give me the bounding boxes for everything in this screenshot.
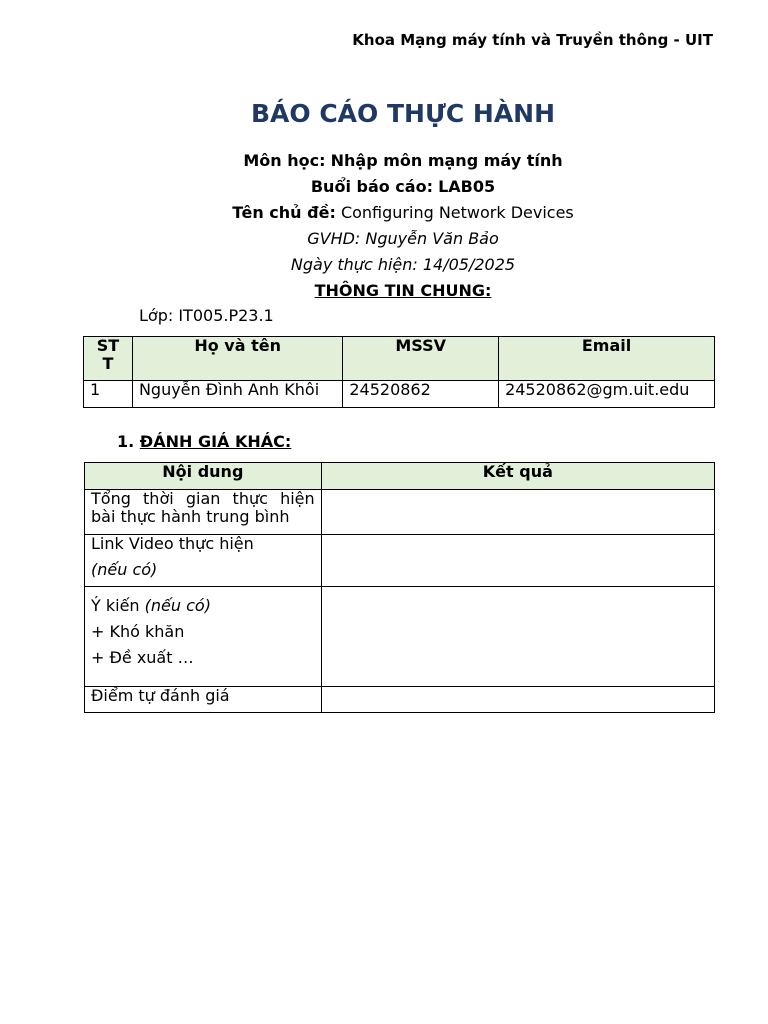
evaluation-title: ĐÁNH GIÁ KHÁC: [139, 432, 292, 451]
report-title: BÁO CÁO THỰC HÀNH [250, 99, 556, 128]
header-stt: ST T [84, 337, 133, 381]
header-content: Nội dung [85, 463, 322, 490]
date: Ngày thực hiện: 14/05/2025 [290, 255, 516, 274]
row-video-label [85, 535, 322, 587]
table-row [85, 587, 715, 687]
topic-label: Tên chủ đề: [232, 203, 336, 222]
class-line: Lớp: IT005.P23.1 [139, 306, 274, 325]
row-score-value[interactable] [321, 687, 714, 713]
row-video-value[interactable] [321, 535, 714, 587]
header-result: Kết quả [321, 463, 714, 490]
header-mssv: MSSV [343, 337, 499, 381]
evaluation-heading [117, 432, 291, 451]
row-score-label: Điểm tự đánh giá [85, 687, 322, 713]
students-table [83, 336, 715, 408]
table-row [85, 535, 715, 587]
subject-line [0, 151, 768, 170]
row-opinion-value[interactable] [321, 587, 714, 687]
session-value: LAB05 [438, 177, 496, 196]
table-row [84, 381, 715, 408]
cell-stt: 1 [84, 381, 133, 408]
table-row [85, 490, 715, 535]
row-opinion-label [85, 587, 322, 687]
evaluation-number: 1. [117, 432, 135, 451]
topic-line [0, 203, 768, 222]
general-info-heading: THÔNG TIN CHUNG: [314, 281, 492, 300]
general-info-line [0, 281, 768, 300]
video-note: (nếu có) [91, 560, 158, 579]
session-label: Buổi báo cáo: [310, 177, 433, 196]
header-org: Khoa Mạng máy tính và Truyền thông - UIT [352, 31, 713, 49]
opinion-label: Ý kiến [91, 596, 140, 615]
subject-label: Môn học: [243, 151, 326, 170]
session-line [0, 177, 768, 196]
header-name: Họ và tên [132, 337, 342, 381]
cell-email: 24520862@gm.uit.edu [499, 381, 715, 408]
difficulty-item: + Khó khăn [91, 622, 185, 641]
proposal-item: + Đề xuất … [91, 648, 194, 667]
evaluation-header-row [85, 463, 715, 490]
instructor: GVHD: Nguyễn Văn Bảo [307, 229, 499, 248]
cell-name: Nguyễn Đình Anh Khôi [132, 381, 342, 408]
row-time-label: Tổng thời gian thực hiện bài thực hành trung bình [85, 490, 322, 535]
opinion-note: (nếu có) [144, 596, 211, 615]
students-header-row [84, 337, 715, 381]
header-email: Email [499, 337, 715, 381]
instructor-line [0, 229, 768, 248]
table-row [85, 687, 715, 713]
subject-value: Nhập môn mạng máy tính [330, 151, 563, 170]
topic-value: Configuring Network Devices [340, 203, 574, 222]
evaluation-table [84, 462, 715, 713]
date-line [0, 255, 768, 274]
row-time-value[interactable] [321, 490, 714, 535]
cell-mssv: 24520862 [343, 381, 499, 408]
video-label: Link Video thực hiện [91, 534, 254, 553]
